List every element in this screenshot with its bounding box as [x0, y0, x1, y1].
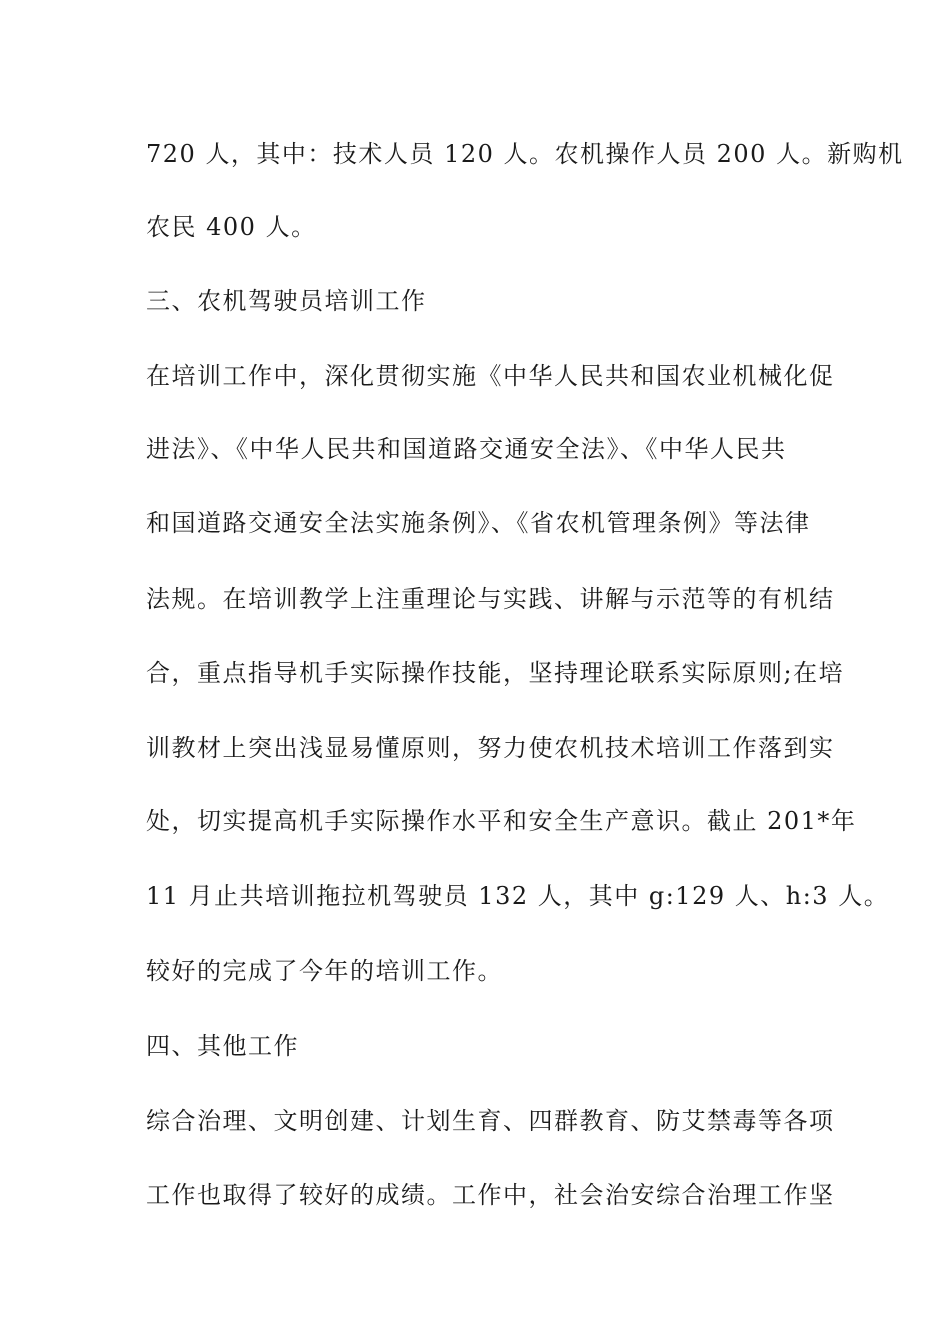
text-line-2: 农民 400 人。 [146, 213, 317, 241]
text-line-15: 工作也取得了较好的成绩。工作中，社会治安综合治理工作坚 [146, 1181, 835, 1209]
text-line-8: 合，重点指导机手实际操作技能，坚持理论联系实际原则;在培 [146, 659, 845, 687]
text-line-14: 综合治理、文明创建、计划生育、四群教育、防艾禁毒等各项 [146, 1107, 835, 1135]
text-line-4: 在培训工作中，深化贯彻实施《中华人民共和国农业机械化促 [146, 362, 835, 390]
text-line-1: 720 人，其中：技术人员 120 人。农机操作人员 200 人。新购机 [146, 140, 904, 168]
section-heading-3: 三、农机驾驶员培训工作 [146, 287, 427, 315]
text-line-11: 11 月止共培训拖拉机驾驶员 132 人，其中 g:129 人、h:3 人。 [146, 882, 890, 910]
section-heading-4: 四、其他工作 [146, 1032, 299, 1060]
text-line-5: 进法》、《中华人民共和国道路交通安全法》、《中华人民共 [146, 435, 787, 463]
text-line-12: 较好的完成了今年的培训工作。 [146, 957, 503, 985]
text-line-9: 训教材上突出浅显易懂原则，努力使农机技术培训工作落到实 [146, 734, 835, 762]
text-line-10: 处，切实提高机手实际操作水平和安全生产意识。截止 201*年 [146, 807, 857, 835]
text-line-7: 法规。在培训教学上注重理论与实践、讲解与示范等的有机结 [146, 585, 835, 613]
text-line-6: 和国道路交通安全法实施条例》、《省农机管理条例》等法律 [146, 509, 811, 537]
